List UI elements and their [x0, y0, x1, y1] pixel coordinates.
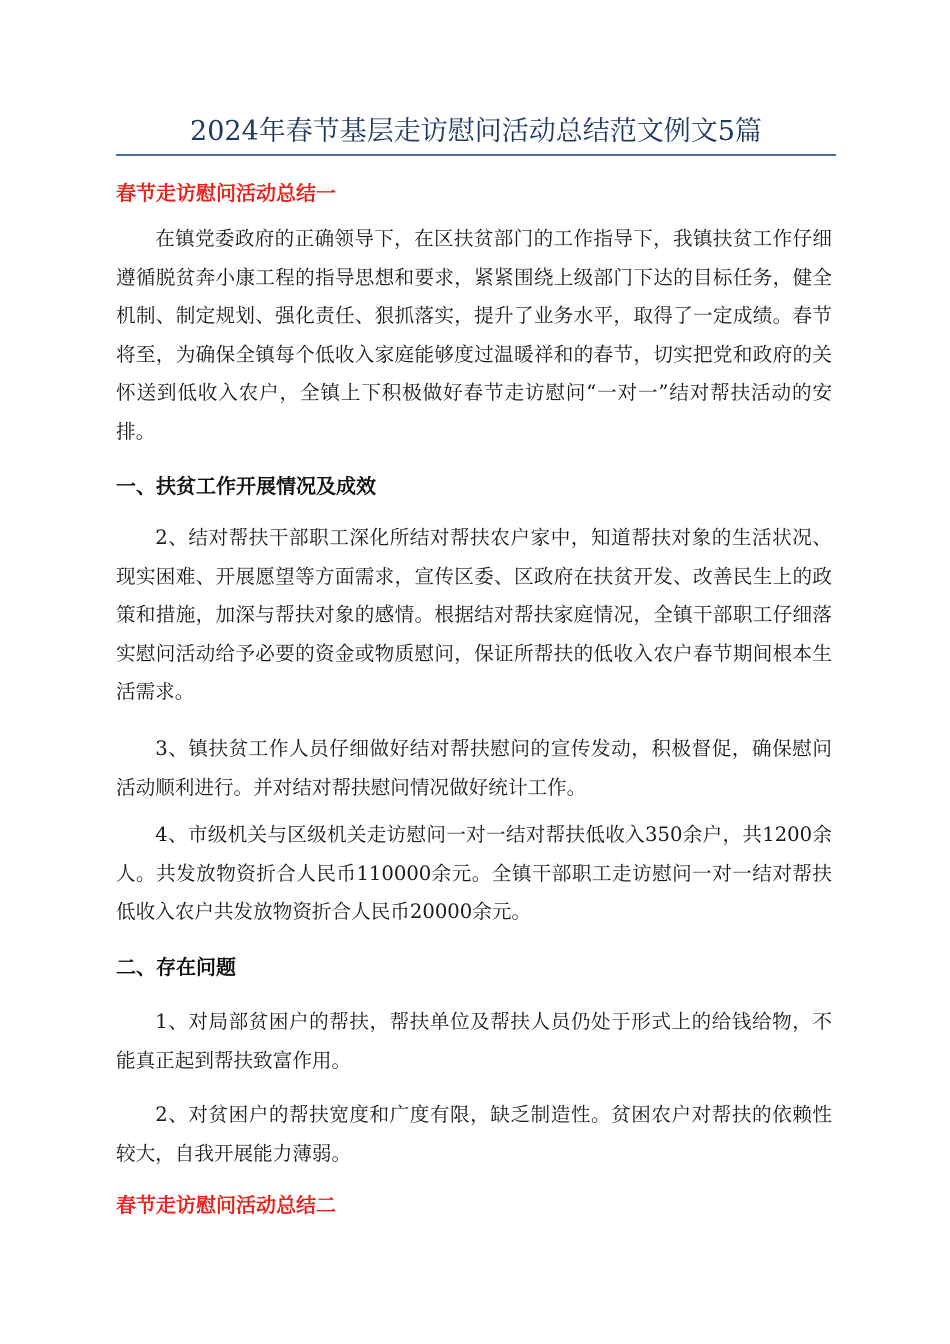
section-heading-summary-two: 春节走访慰问活动总结二: [116, 1193, 336, 1217]
title-underline: [116, 154, 836, 156]
section-heading-summary-one: 春节走访慰问活动总结一: [116, 181, 336, 205]
part-one-item-2: 2、结对帮扶干部职工深化所结对帮扶农户家中，知道帮扶对象的生活状况、现实困难、开展愿望等方面需求，宣传区委、区政府在扶贫开发、改善民生上的政策和措施，加深与帮扶对象的感情。根据结对帮扶家庭情况，全镇干部职工仔细落实慰问活动给予必要的资金或物质慰问，保证所帮扶的低收入农户春节期间根本生活需求。: [116, 526, 832, 703]
part-two-heading: 二、存在问题: [116, 955, 236, 979]
part-two-item-1: 1、对局部贫困户的帮扶，帮扶单位及帮扶人员仍处于形式上的给钱给物，不能真正起到帮扶致富作用。: [116, 1010, 832, 1072]
document-title: 2024年春节基层走访慰问活动总结范文例文5篇: [190, 116, 762, 147]
part-one-item-4: 4、市级机关与区级机关走访慰问一对一结对帮扶低收入350余户，共1200余人。共发放物资折合人民币110000余元。全镇干部职工走访慰问一对一结对帮扶低收入农户共发放物资折合人民币20000余元。: [116, 823, 832, 923]
part-one-heading: 一、扶贫工作开展情况及成效: [116, 474, 376, 498]
part-two-item-2: 2、对贫困户的帮扶宽度和广度有限，缺乏制造性。贫困农户对帮扶的依赖性较大，自我开展能力薄弱。: [116, 1103, 832, 1165]
part-one-item-3: 3、镇扶贫工作人员仔细做好结对帮扶慰问的宣传发动，积极督促，确保慰问活动顺利进行。并对结对帮扶慰问情况做好统计工作。: [116, 737, 832, 799]
intro-paragraph: 在镇党委政府的正确领导下，在区扶贫部门的工作指导下，我镇扶贫工作仔细遵循脱贫奔小康工程的指导思想和要求，紧紧围绕上级部门下达的目标任务，健全机制、制定规划、强化责任、狠抓落实，提升了业务水平，取得了一定成绩。春节将至，为确保全镇每个低收入家庭能够度过温暖祥和的春节，切实把党和政府的关怀送到低收入农户，全镇上下积极做好春节走访慰问“一对一”结对帮扶活动的安排。: [116, 227, 832, 443]
